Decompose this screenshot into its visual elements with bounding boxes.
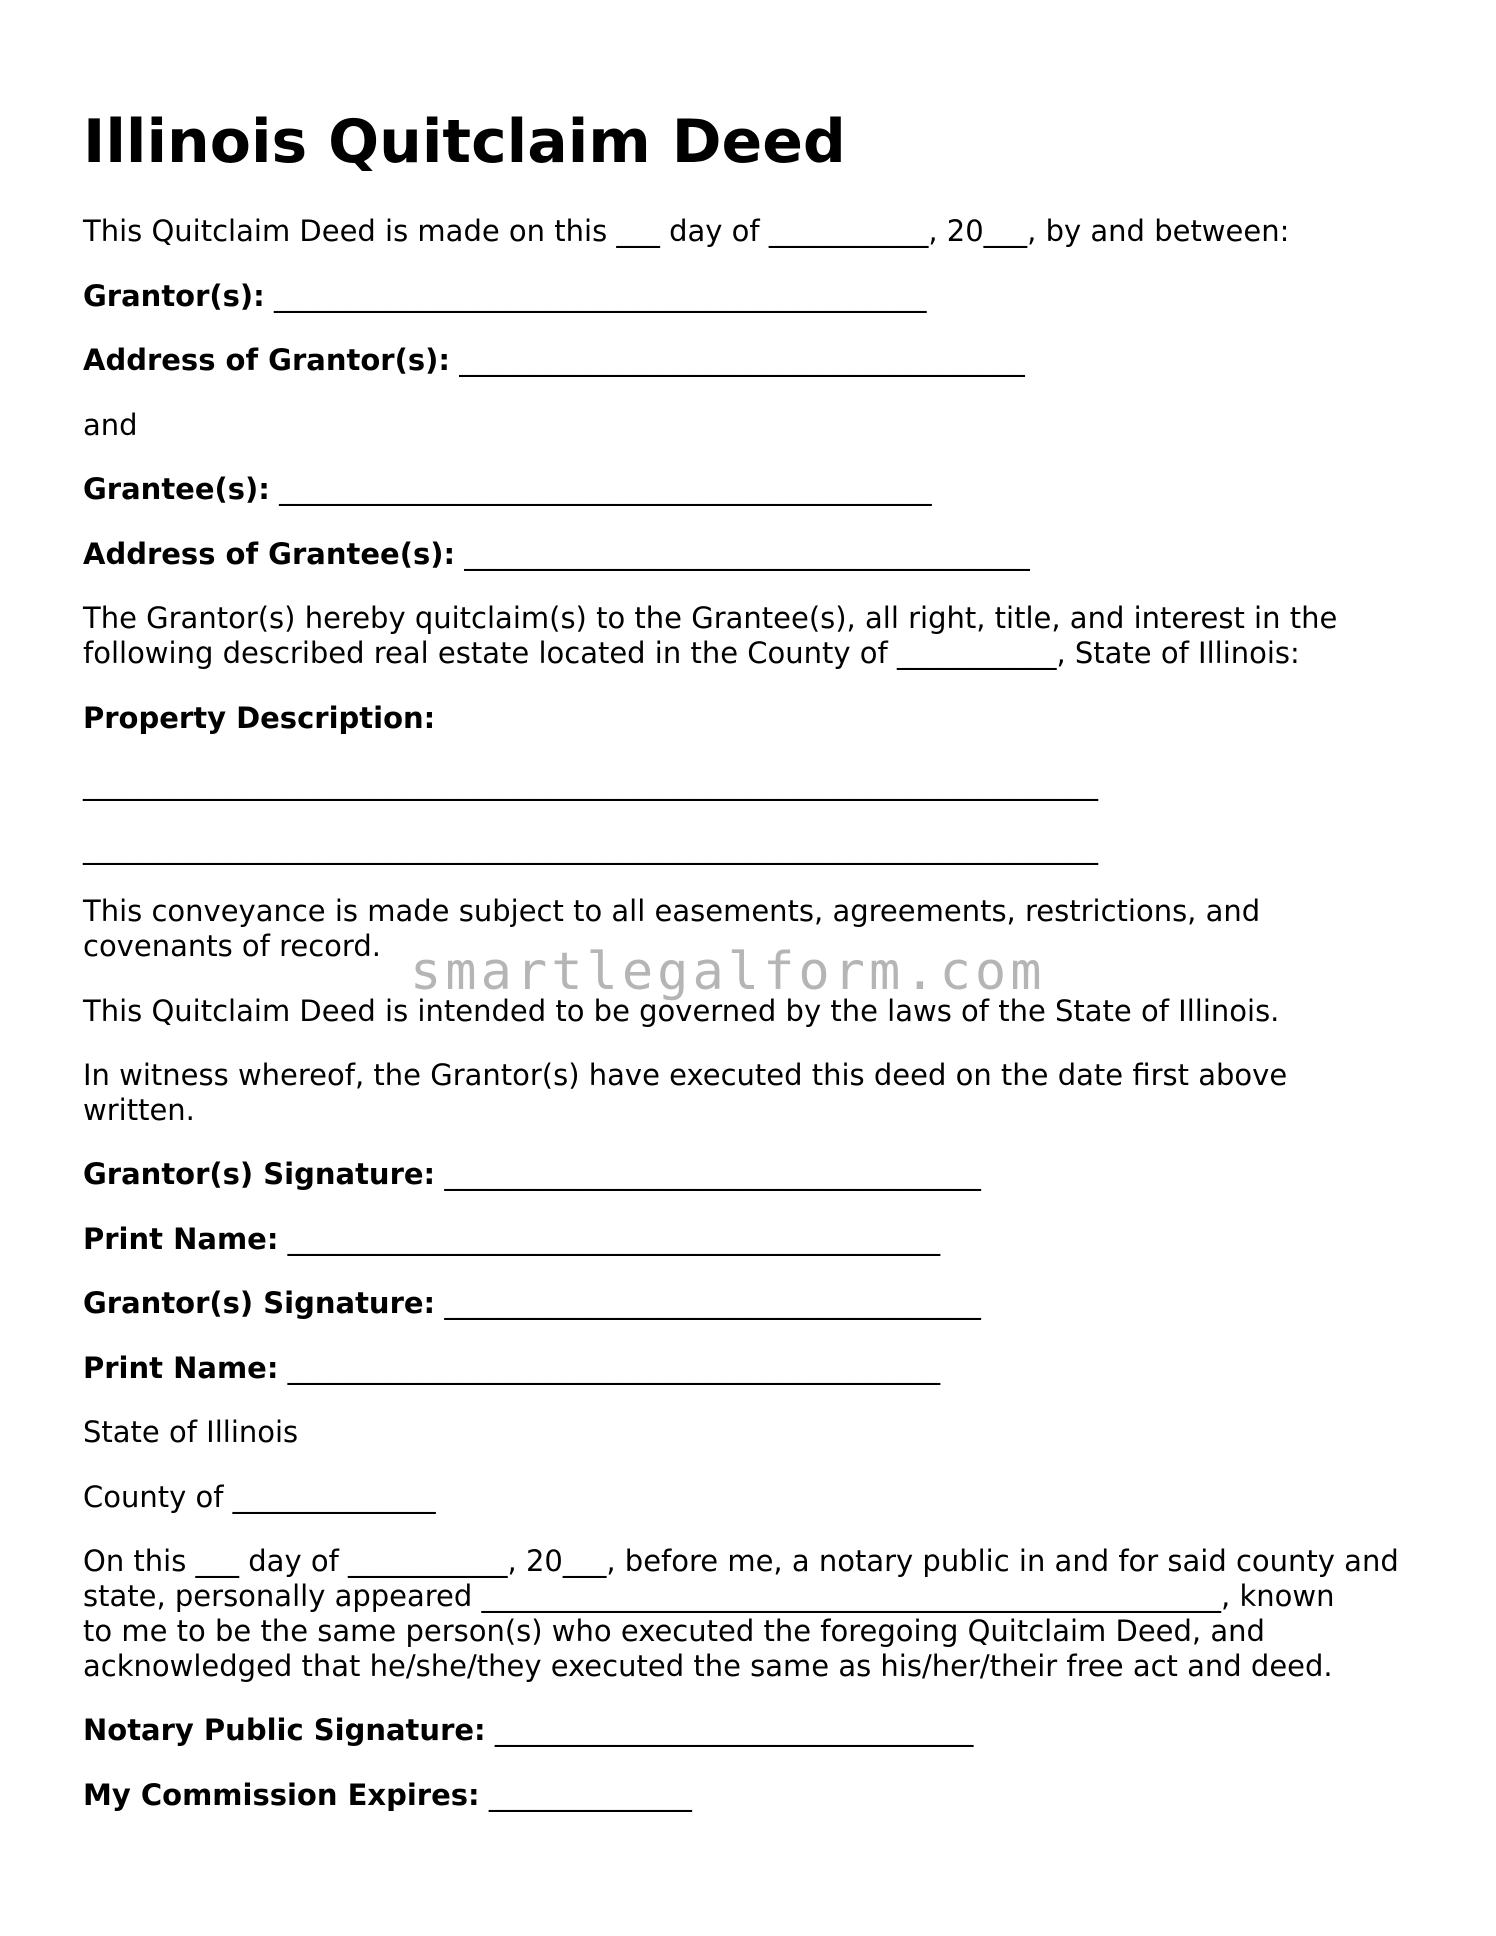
grantee-label: Grantee(s):: [83, 472, 270, 506]
grantor-field: [83, 279, 927, 314]
grantor-signature-blank: _____________________________________: [444, 1286, 981, 1320]
print-name-field-2: [83, 1351, 940, 1386]
document-title: Illinois Quitclaim Deed: [83, 107, 846, 177]
governing-law-line: This Quitclaim Deed is intended to be governed by the laws of the State of Illinois.: [83, 994, 1280, 1028]
grantee-address-blank: _______________________________________: [464, 537, 1030, 571]
grantor-signature-field-1: [83, 1157, 981, 1192]
notary-signature-label: Notary Public Signature:: [83, 1713, 486, 1747]
commission-expires-label: My Commission Expires:: [83, 1778, 480, 1812]
witness-paragraph: In witness whereof, the Grantor(s) have executed this deed on the date first above written.: [83, 1058, 1288, 1127]
notary-signature-field: [83, 1713, 973, 1748]
grantor-blank: _____________________________________________: [274, 279, 927, 313]
property-description-label: Property Description:: [83, 701, 436, 735]
property-description-line-1: ______________________________________________________________________: [83, 767, 1098, 801]
grantor-signature-blank: _____________________________________: [444, 1157, 981, 1191]
intro-line: This Quitclaim Deed is made on this ___ day of ___________, 20___, by and between:: [83, 214, 1290, 248]
grantor-signature-label: Grantor(s) Signature:: [83, 1157, 436, 1191]
print-name-field-1: [83, 1222, 940, 1257]
subject-to-paragraph: This conveyance is made subject to all easements, agreements, restrictions, and covenants of record.: [83, 894, 1261, 963]
print-name-label: Print Name:: [83, 1351, 279, 1385]
grantee-address-label: Address of Grantee(s):: [83, 537, 456, 571]
and-text: and: [83, 408, 138, 442]
grantor-address-label: Address of Grantor(s):: [83, 343, 450, 377]
state-line: State of Illinois: [83, 1415, 299, 1449]
notary-acknowledgment-paragraph: On this ___ day of ___________, 20___, before me, a notary public in and for said county and state, personally appeared ___________________________________________________, known to me to be the same person(s) who executed the foregoing Quitclaim Deed, and acknowledged that he/she/they executed the same as his/her/their free act and deed.: [83, 1544, 1399, 1683]
commission-expires-field: [83, 1778, 692, 1813]
grantor-signature-field-2: [83, 1286, 981, 1321]
county-line: County of ______________: [83, 1480, 436, 1514]
property-description-line-2: ______________________________________________________________________: [83, 831, 1098, 865]
print-name-blank: _____________________________________________: [287, 1351, 941, 1385]
grantor-label: Grantor(s):: [83, 279, 265, 313]
grantee-field: [83, 472, 932, 507]
grantee-blank: _____________________________________________: [279, 472, 932, 506]
print-name-blank: _____________________________________________: [287, 1222, 941, 1256]
notary-signature-blank: _________________________________: [494, 1713, 974, 1747]
grantor-address-field: [83, 343, 1025, 378]
grantee-address-field: [83, 537, 1030, 572]
commission-expires-blank: ______________: [488, 1778, 692, 1812]
grantor-signature-label: Grantor(s) Signature:: [83, 1286, 436, 1320]
watermark-text: smartlegalform.com: [410, 942, 1046, 1002]
conveyance-paragraph: The Grantor(s) hereby quitclaim(s) to the Grantee(s), all right, title, and interest in the following described real estate located in the County of ___________, State of Illinois:: [83, 601, 1338, 670]
print-name-label: Print Name:: [83, 1222, 279, 1256]
grantor-address-blank: _______________________________________: [459, 343, 1025, 377]
